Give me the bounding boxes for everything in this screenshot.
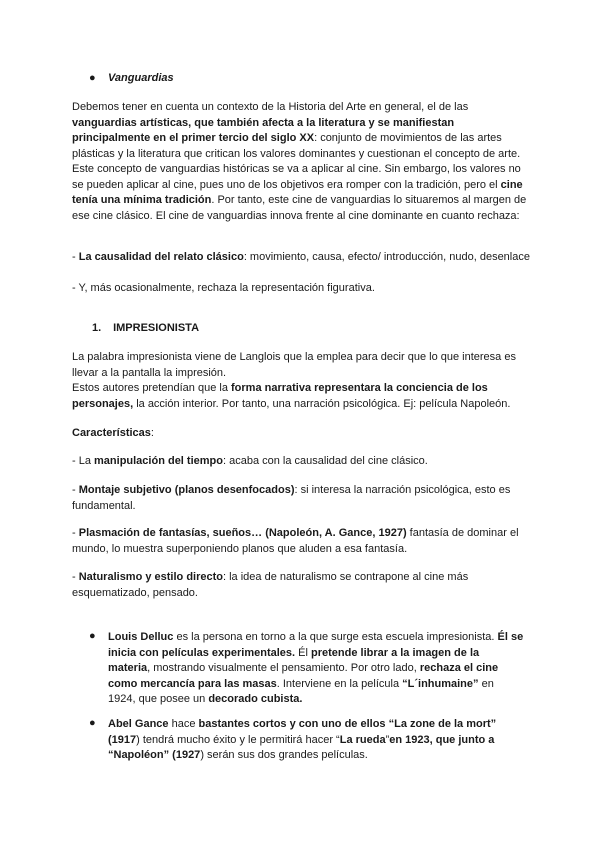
text-run: : la idea de naturalismo se contrapone al cine más esquematizado, pensado. (72, 571, 469, 599)
characteristic-naturalismo (72, 570, 532, 601)
heading-title: IMPRESIONISTA (113, 322, 200, 334)
text-run: en 1923, que junto a “Napoléon” (1927 (108, 733, 495, 761)
paragraph-vanguardias-intro (72, 100, 532, 224)
text-run: , mostrando visualmente el pensamiento. Por otro lado, (147, 662, 420, 674)
text-run: Naturalismo y estilo directo (78, 571, 223, 583)
characteristic-montaje (72, 483, 532, 514)
text-run: rechaza el cine como mercancía para las masas (108, 662, 499, 690)
text-run: vanguardias artísticas, que también afecta a la literatura y se manifiestan principalmente en el primer tercio del siglo XX (72, 116, 455, 144)
caracteristicas-label: Características: (72, 427, 154, 439)
text-run: Debemos tener en cuenta un contexto de la Historia del Arte en general, el de las (72, 101, 469, 113)
text-run: - (72, 484, 79, 496)
text-run: La causalidad del relato clásico (78, 251, 244, 263)
heading-number: 1. (92, 322, 102, 334)
text-run: cine tenía una mínima tradición (72, 178, 523, 206)
text-run: Él se inicia con películas experimentales. (108, 631, 524, 659)
bullet-dot: ● (89, 630, 96, 642)
text-run: : movimiento, causa, efecto/ introducción, nudo, desenlace (243, 251, 530, 263)
text-run: “L´inhumaine” (402, 677, 479, 690)
text-run: Abel Gance (108, 718, 169, 730)
list-item-delluc (108, 630, 524, 708)
text-run: es la persona en torno a la que surge esta escuela impresionista. (173, 631, 498, 643)
heading-impresionista (92, 322, 199, 334)
text-run: - (72, 251, 79, 263)
text-run: Estos autores pretendían que la (72, 382, 231, 394)
text-run: : conjunto de movimientos de las artes plásticas y la literatura que critican los valores dominantes y cuestionan el concepto de arte. Este concepto de vanguardias históricas se va a aplicar al cine. Sin embargo, los valores no se pueden aplicar al cine, pues uno de los objetivos era romper con la tradición, pero el (72, 132, 521, 191)
text-run: . Interviene en la película (276, 677, 403, 690)
text-run: - (72, 527, 79, 539)
text-run: Plasmación de fantasías, sueños… (Napoleón, A. Gance, 1927) (78, 527, 407, 539)
text-run: decorado cubista. (208, 693, 303, 705)
text-run: en 1924, que posee un (108, 677, 494, 705)
text-run: fantasía de dominar el mundo, lo muestra superponiendo planos que aluden a esa fantasía. (72, 527, 519, 555)
text-run: bastantes cortos y con uno de ellos “La zone de la mort” (1917 (108, 718, 497, 746)
bullet-dot: ● (89, 72, 96, 84)
text-run: Louis Delluc (108, 631, 174, 643)
text-run: pretende librar a la imagen de la materia (108, 646, 480, 674)
text-run: - (72, 571, 79, 583)
text-run: la acción interior. Por tanto, una narración psicológica. Ej: película Napoleón. (133, 397, 511, 410)
text-run: ) serán sus dos grandes películas. (200, 749, 368, 761)
paragraph-representacion: - Y, más ocasionalmente, rechaza la representación figurativa. (72, 282, 375, 294)
text-run: : acaba con la causalidad del cine clásico. (222, 455, 428, 467)
text-run: Él (295, 646, 311, 659)
paragraph-causalidad (72, 250, 532, 266)
list-item-gance (108, 717, 524, 764)
text-run: ) tendrá mucho éxito y le permitirá hacer “ (136, 733, 340, 746)
paragraph-langlois: La palabra impresionista viene de Langlois que la emplea para decir que lo que interesa es llevar a la pantalla la impresión. (72, 351, 516, 379)
text-run: La rueda (339, 733, 386, 746)
text-run: Montaje subjetivo (planos desenfocados) (78, 484, 295, 496)
section-title-vanguardias: Vanguardias (108, 72, 174, 84)
text-run: ” (385, 733, 390, 746)
paragraph-forma-narrativa (72, 381, 532, 412)
text-run: forma narrativa representara la conciencia de los personajes, (72, 382, 488, 410)
text-run: . Por tanto, este cine de vanguardias lo situaremos al margen de ese cine clásico. El cine de vanguardias innova frente al cine dominante en cuanto rechaza: (72, 194, 527, 222)
text-run: : si interesa la narración psicológica, esto es fundamental. (72, 484, 511, 512)
text-run: hace (168, 718, 199, 730)
characteristic-tiempo (72, 454, 532, 470)
text-run: - La (72, 455, 95, 467)
bullet-dot: ● (89, 717, 96, 729)
text-run: manipulación del tiempo (94, 455, 223, 467)
characteristic-fantasias (72, 526, 532, 557)
